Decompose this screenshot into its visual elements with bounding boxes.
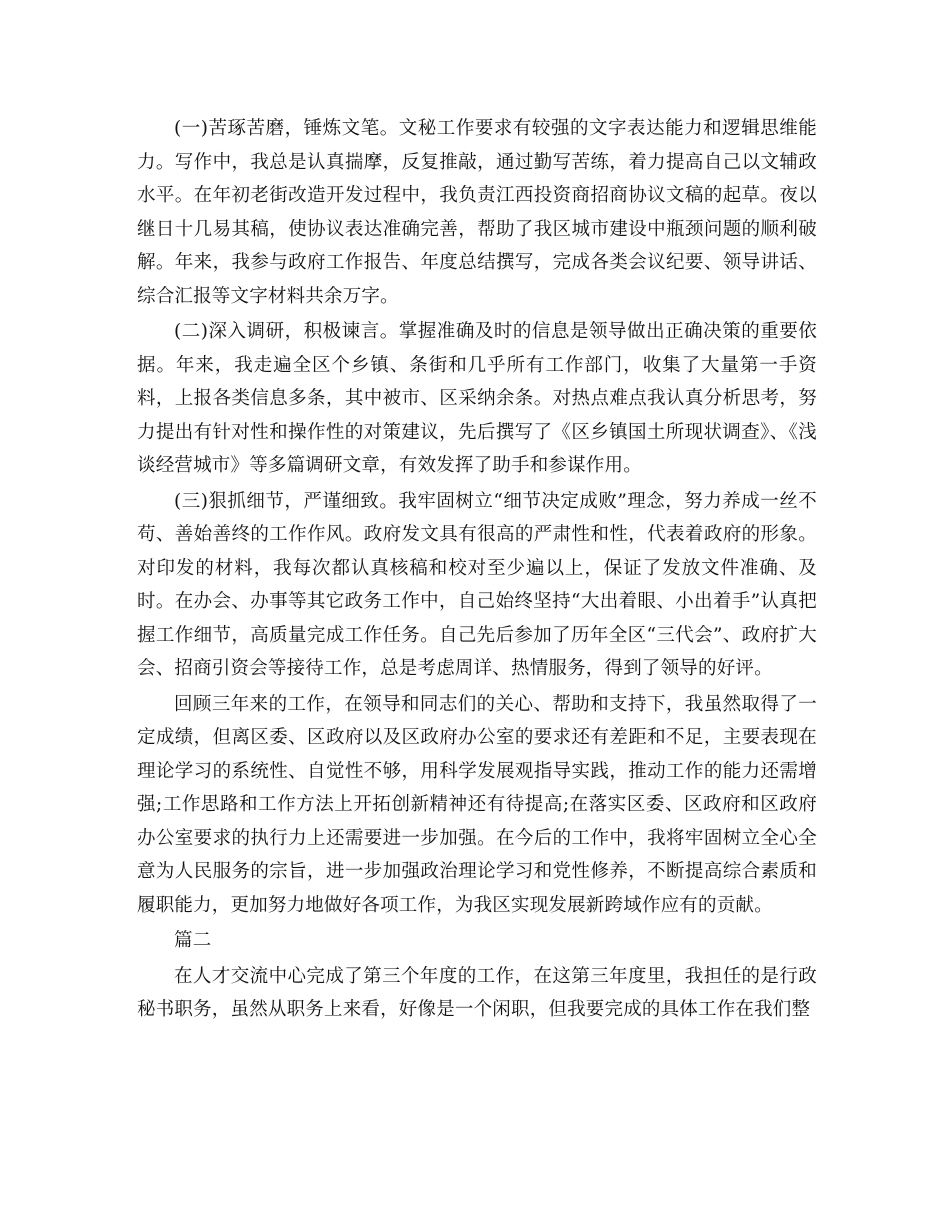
- paragraph-2: (二)深入调研，积极谏言。掌握准确及时的信息是领导做出正确决策的重要依据。年来，我走遍全区个乡镇、条街和几乎所有工作部门，收集了大量第一手资料，上报各类信息多条，其中被市、区采纳余条。对热点难点我认真分析思考，努力提出有针对性和操作性的对策建议，先后撰写了《区乡镇国土所现状调查》、《浅谈经营城市》等多篇调研文章，有效发挥了助手和参谋作用。: [137, 321, 817, 476]
- paragraph-4: 回顾三年来的工作，在领导和同志们的关心、帮助和支持下，我虽然取得了一定成绩，但离区委、区政府以及区政府办公室的要求还有差距和不足，主要表现在理论学习的系统性、自觉性不够，用科学发展观指导实践，推动工作的能力还需增强;工作思路和工作方法上开拓创新精神还有待提高;在落实区委、区政府和区政府办公室要求的执行力上还需要进一步加强。在今后的工作中，我将牢固树立全心全意为人民服务的宗旨，进一步加强政治理论学习和党性修养，不断提高综合素质和履职能力，更加努力地做好各项工作，为我区实现发展新跨域作应有的贡献。: [137, 693, 817, 916]
- paragraph-3: (三)狠抓细节，严谨细致。我牢固树立“细节决定成败”理念，努力养成一丝不苟、善始善终的工作作风。政府发文具有很高的严肃性和性，代表着政府的形象。对印发的材料，我每次都认真核稿和校对至少遍以上，保证了发放文件准确、及时。在办会、办事等其它政务工作中，自己始终坚持“大出着眼、小出着手”认真把握工作细节，高质量完成工作任务。自己先后参加了历年全区“三代会”、政府扩大会、招商引资会等接待工作，总是考虑周详、热情服务，得到了领导的好评。: [137, 490, 817, 679]
- section-heading: 篇二: [174, 930, 212, 951]
- paragraph-5: 在人才交流中心完成了第三个年度的工作，在这第三年度里，我担任的是行政秘书职务，虽然从职务上来看，好像是一个闲职，但我要完成的具体工作在我们整: [137, 965, 817, 1020]
- document-body: [137, 112, 817, 1029]
- paragraph-1: (一)苦琢苦磨，锤炼文笔。文秘工作要求有较强的文字表达能力和逻辑思维能力。写作中，我总是认真揣摩，反复推敲，通过勤写苦练，着力提高自己以文辅政水平。在年初老街改造开发过程中，我负责江西投资商招商协议文稿的起草。夜以继日十几易其稿，使协议表达准确完善，帮助了我区城市建设中瓶颈问题的顺利破解。年来，我参与政府工作报告、年度总结撰写，完成各类会议纪要、领导讲话、综合汇报等文字材料共余万字。: [137, 118, 817, 307]
